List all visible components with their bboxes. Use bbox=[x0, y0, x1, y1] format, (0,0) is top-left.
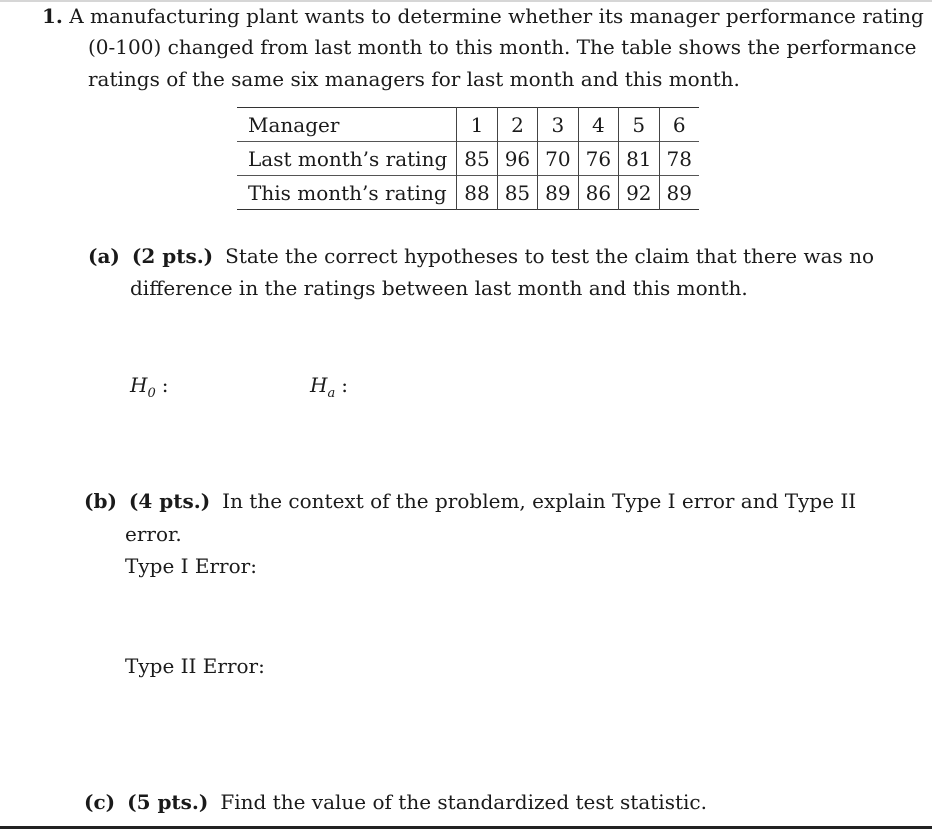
table-row bbox=[237, 142, 699, 176]
table-cell: 85 bbox=[497, 176, 537, 210]
part-a-line-1 bbox=[88, 240, 874, 272]
table-cell: 89 bbox=[659, 176, 699, 210]
table-cell: 92 bbox=[619, 176, 659, 210]
question-line-1 bbox=[42, 0, 924, 32]
part-c-text: Find the value of the standardized test statistic. bbox=[220, 790, 707, 814]
part-a-tag: (a) bbox=[88, 244, 120, 268]
question-intro-line-2: (0-100) changed from last month to this month. The table shows the performance bbox=[88, 35, 917, 59]
part-b-line-1 bbox=[84, 485, 856, 517]
ratings-table bbox=[237, 107, 699, 210]
part-c-tag: (c) bbox=[84, 790, 116, 814]
part-c-points: (5 pts.) bbox=[127, 790, 209, 814]
ha-letter: H bbox=[310, 373, 328, 397]
table-header-cell: 4 bbox=[578, 108, 618, 142]
table-cell: 88 bbox=[457, 176, 497, 210]
table-cell: 89 bbox=[538, 176, 578, 210]
part-b-points: (4 pts.) bbox=[128, 489, 211, 513]
type-1-error-label: Type I Error: bbox=[125, 554, 257, 578]
h0-colon: : bbox=[161, 373, 169, 397]
part-b-text-2: error. bbox=[125, 522, 182, 546]
table-header-cell: 3 bbox=[538, 108, 578, 142]
part-a-text-2: difference in the ratings between last month and this month. bbox=[130, 276, 748, 300]
ha-subscript: a bbox=[327, 386, 336, 401]
question-intro-line-1: A manufacturing plant wants to determine whether its manager performance rating bbox=[69, 4, 924, 28]
question-intro-line-3: ratings of the same six managers for last month and this month. bbox=[88, 67, 740, 91]
table-cell: 81 bbox=[619, 142, 659, 176]
table-cell: 85 bbox=[457, 142, 497, 176]
part-b-tag: (b) bbox=[84, 489, 117, 513]
table-cell: 70 bbox=[538, 142, 578, 176]
question-number: 1. bbox=[42, 4, 63, 28]
part-a-text-1: State the correct hypotheses to test the claim that there was no bbox=[225, 244, 875, 268]
alternative-hypothesis-label bbox=[310, 373, 348, 401]
table-header-cell: 2 bbox=[497, 108, 537, 142]
table-cell: 96 bbox=[497, 142, 537, 176]
part-c-line bbox=[84, 786, 707, 818]
h0-subscript: 0 bbox=[147, 386, 156, 401]
table-cell: 86 bbox=[578, 176, 618, 210]
table-header-cell: 6 bbox=[659, 108, 699, 142]
table-cell: 78 bbox=[659, 142, 699, 176]
null-hypothesis-label bbox=[130, 373, 168, 401]
table-header-row bbox=[237, 108, 699, 142]
h0-letter: H bbox=[130, 373, 148, 397]
table-header-label: Manager bbox=[248, 112, 340, 137]
table-header-cell: 1 bbox=[457, 108, 497, 142]
table-cell: 76 bbox=[578, 142, 618, 176]
table-header-cell: 5 bbox=[619, 108, 659, 142]
row-label: Last month’s rating bbox=[237, 142, 457, 176]
part-b-text-1: In the context of the problem, explain Type I error and Type II bbox=[222, 489, 857, 513]
row-label: This month’s rating bbox=[237, 176, 457, 210]
table-row bbox=[237, 176, 699, 210]
type-2-error-label: Type II Error: bbox=[125, 654, 265, 678]
ha-colon: : bbox=[341, 373, 348, 397]
part-a-points: (2 pts.) bbox=[131, 244, 214, 268]
